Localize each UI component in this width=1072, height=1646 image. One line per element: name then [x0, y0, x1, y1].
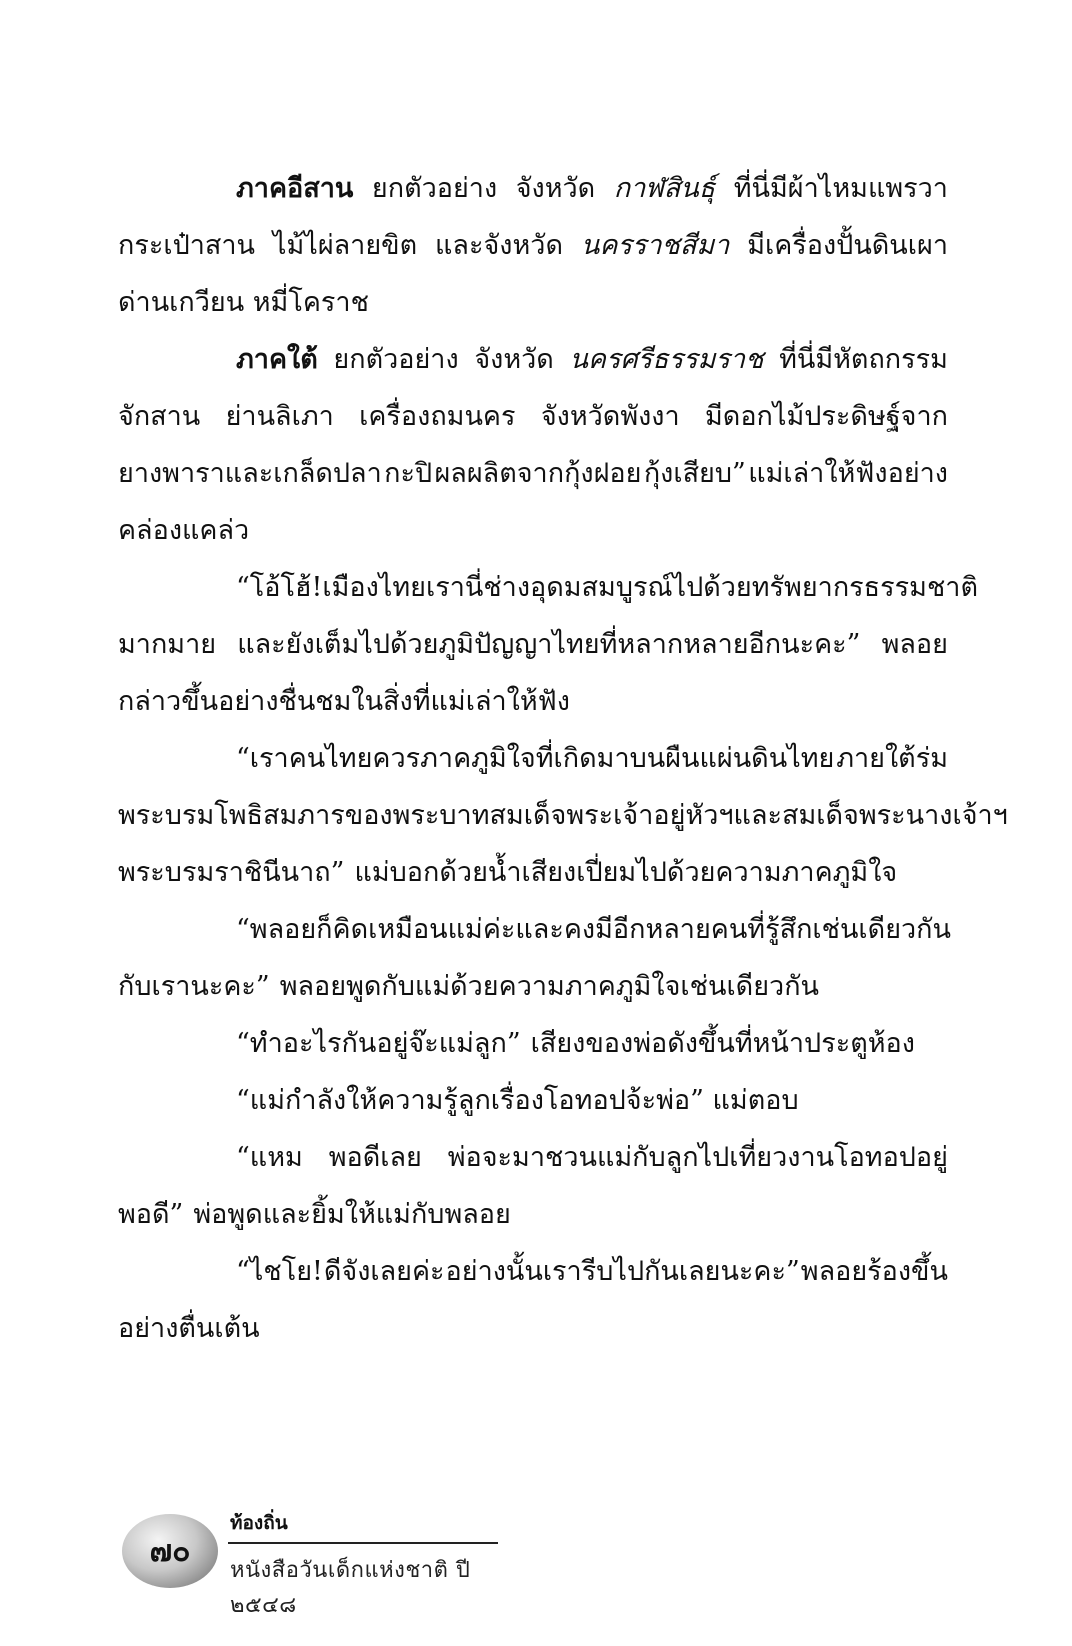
text-line: [118, 274, 948, 331]
bold-text: ภาคใต้: [236, 344, 318, 375]
text-segment: จังหวัด: [515, 173, 596, 204]
text-segment: ยกตัวอย่าง: [371, 173, 498, 204]
text-line: [118, 388, 948, 445]
text-line: [118, 844, 948, 901]
text-segment: เสียงของพ่อดังขึ้นที่หน้าประตูห้อง: [530, 1028, 915, 1059]
text-segment: ด่านเกวียน หมี่โคราช: [118, 287, 369, 318]
paragraph: [118, 730, 1008, 901]
text-segment: พระบรมโพธิสมภารของพระบาทสมเด็จพระเจ้าอยู่หัวฯ: [118, 800, 734, 831]
text-line: [118, 1243, 948, 1300]
paragraph: [118, 1072, 948, 1129]
paragraph: [118, 160, 948, 331]
text-segment: พลอย: [881, 629, 948, 660]
paragraph: [118, 1243, 948, 1357]
text-segment: “ไชโย!: [236, 1256, 323, 1287]
text-segment: พลอยร้องขึ้น: [800, 1256, 948, 1287]
footer-title: ท้องถิ่น: [230, 1512, 288, 1534]
text-segment: “โอ้โฮ้!: [236, 572, 323, 603]
text-line: [118, 559, 978, 616]
text-segment: เมืองไทยเรานี่ช่างอุดมสมบูรณ์ไปด้วยทรัพยากรธรรมชาติ: [322, 572, 978, 603]
text-line: [118, 1186, 948, 1243]
text-line: [118, 958, 948, 1015]
paragraph: [118, 559, 978, 730]
text-segment: ผลผลิตจากกุ้งฝอย: [434, 458, 642, 489]
body-text: [118, 160, 1008, 1357]
text-line: [118, 673, 948, 730]
page-footer: [122, 1508, 522, 1618]
text-segment: เครื่องถมนคร: [359, 401, 516, 432]
paragraph: [118, 1015, 948, 1072]
text-line: [118, 445, 948, 502]
text-segment: จังหวัดพังงา: [540, 401, 680, 432]
text-line: [118, 217, 948, 274]
text-segment: ที่นี่มีผ้าไหมแพรวา: [733, 173, 948, 204]
italic-text: นครศรีธรรมราช: [569, 344, 764, 375]
text-segment: กับเรานะคะ”: [118, 971, 270, 1002]
text-segment: พ่อจะมาชวนแม่กับลูกไปเที่ยวงานโอทอปอยู่: [447, 1142, 948, 1173]
text-line: [118, 787, 1008, 844]
text-segment: “เราคนไทยควรภาคภูมิใจที่เกิดมาบนผืนแผ่นดินไทย: [236, 743, 835, 774]
text-segment: ไม้ไผ่ลายขิต: [272, 230, 418, 261]
italic-text: กาฬสินธุ์: [613, 173, 716, 204]
text-line: [118, 901, 951, 958]
text-segment: กล่าวขึ้นอย่างชื่นชมในสิ่งที่แม่เล่าให้ฟัง: [118, 686, 570, 717]
text-segment: ดีจังเลยค่ะ: [323, 1256, 445, 1287]
text-line: [118, 616, 948, 673]
text-segment: “แหม: [236, 1142, 303, 1173]
text-line: [118, 331, 948, 388]
text-line: [118, 1072, 948, 1129]
text-line: [118, 1129, 948, 1186]
text-segment: และยังเต็มไปด้วยภูมิปัญญาไทยที่หลากหลายอีกนะคะ”: [237, 629, 861, 660]
text-segment: แม่เล่าให้ฟังอย่าง: [748, 458, 948, 489]
text-segment: อย่างตื่นเต้น: [118, 1313, 260, 1344]
text-line: [118, 1015, 948, 1072]
text-segment: อย่างนั้นเรารีบไปกันเลยนะคะ”: [445, 1256, 800, 1287]
text-segment: แม่บอกด้วยน้ำเสียงเปี่ยมไปด้วยความภาคภูมิใจ: [354, 857, 898, 888]
text-segment: และจังหวัด: [435, 230, 563, 261]
text-segment: ยกตัวอย่าง: [333, 344, 459, 375]
paragraph: [118, 1129, 948, 1243]
text-segment: พ่อพูดและยิ้มให้แม่กับพลอย: [193, 1199, 511, 1230]
text-line: [118, 160, 948, 217]
text-line: [118, 1300, 948, 1357]
text-segment: จังหวัด: [474, 344, 554, 375]
text-segment: กระเป๋าสาน: [118, 230, 255, 261]
text-segment: พอดี”: [118, 1199, 184, 1230]
text-segment: “ทำอะไรกันอยู่จ๊ะแม่ลูก”: [236, 1028, 521, 1059]
text-segment: คล่องแคล่ว: [118, 515, 250, 546]
text-segment: กุ้งเสียบ”: [643, 458, 746, 489]
italic-text: นครราชสีมา: [580, 230, 730, 261]
text-segment: พลอยพูดกับแม่ด้วยความภาคภูมิใจเช่นเดียวกัน: [279, 971, 819, 1002]
text-segment: กะปิ: [384, 458, 433, 489]
text-segment: พระบรมราชินีนาถ”: [118, 857, 345, 888]
text-segment: จักสาน: [118, 401, 201, 432]
text-segment: ที่นี่มีหัตถกรรม: [779, 344, 948, 375]
text-segment: ย่านลิเภา: [225, 401, 334, 432]
text-segment: และสมเด็จพระนางเจ้าฯ: [733, 800, 1008, 831]
footer-divider: [228, 1542, 498, 1544]
page-number-badge: [122, 1514, 218, 1588]
text-segment: พอดีเลย: [328, 1142, 422, 1173]
paragraph: [118, 901, 951, 1015]
paragraph: [118, 331, 948, 559]
text-segment: และคงมีอีกหลายคนที่รู้สึกเช่นเดียวกัน: [515, 914, 951, 945]
footer-subtitle: หนังสือวันเด็กแห่งชาติ ปี ๒๕๔๘: [230, 1558, 471, 1618]
bold-text: ภาคอีสาน: [236, 173, 354, 204]
text-segment: ภายใต้ร่ม: [836, 743, 948, 774]
text-segment: “แม่กำลังให้ความรู้ลูกเรื่องโอทอปจ้ะพ่อ” แม่ตอบ: [236, 1085, 799, 1116]
page-number: ๗๐: [149, 1533, 191, 1569]
text-segment: “พลอยก็คิดเหมือนแม่ค่ะ: [236, 914, 516, 945]
text-line: [118, 730, 948, 787]
text-segment: มีเครื่องปั้นดินเผา: [747, 230, 948, 261]
text-segment: ยางพาราและเกล็ดปลา: [118, 458, 382, 489]
text-segment: มากมาย: [118, 629, 217, 660]
text-segment: มีดอกไม้ประดิษฐ์จาก: [705, 401, 948, 432]
text-line: [118, 502, 948, 559]
